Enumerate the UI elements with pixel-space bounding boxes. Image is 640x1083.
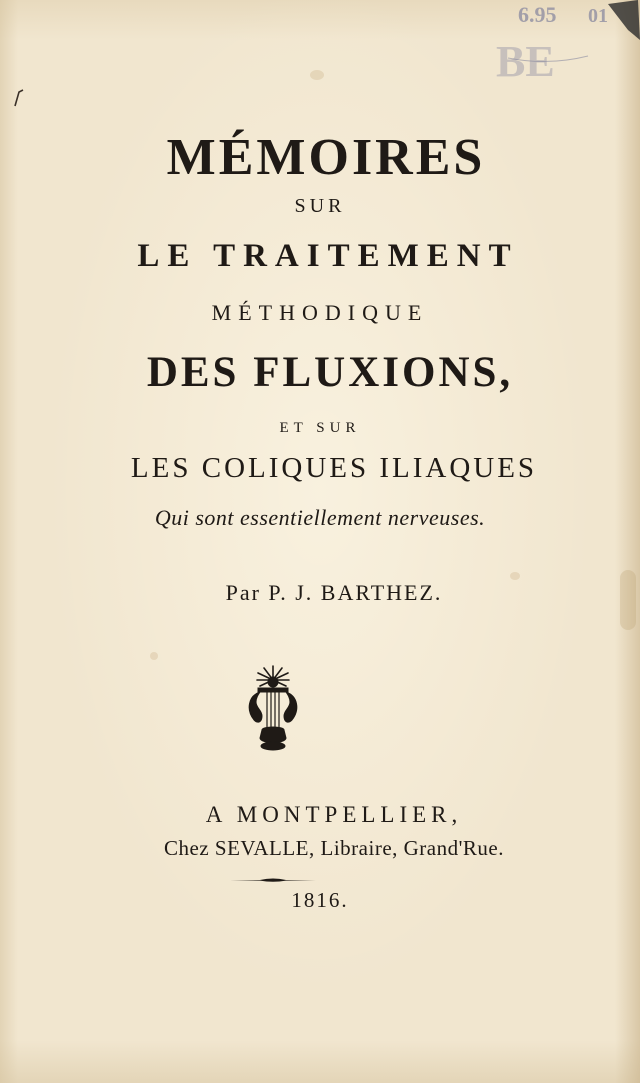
subtitle-methodique: MÉTHODIQUE <box>211 300 429 325</box>
subtitle-qui-sont: Qui sont essentiellement nerveuses. <box>154 505 486 530</box>
pencil-mark <box>12 88 26 108</box>
svg-text:6.95: 6.95 <box>518 2 557 27</box>
author-line: Par P. J. BARTHEZ. <box>225 580 443 605</box>
svg-text:BE: BE <box>496 37 555 86</box>
subtitle-le-traitement: LE TRAITEMENT <box>137 238 519 274</box>
paper-stain <box>510 572 520 580</box>
imprint-place: A MONTPELLIER, <box>205 802 463 827</box>
subtitle-sur: SUR <box>294 195 346 217</box>
imprint-publisher: Chez SEVALLE, Libraire, Grand'Rue. <box>164 836 504 860</box>
library-stamp <box>488 0 640 90</box>
svg-text:01: 01 <box>588 5 608 27</box>
subtitle-et-sur: ET SUR <box>279 420 361 436</box>
paper-stain <box>310 70 324 80</box>
subtitle-des-fluxions: DES FLUXIONS, <box>146 349 514 396</box>
paper-stain <box>150 652 158 660</box>
lyre-ornament-icon <box>240 662 306 752</box>
book-title: MÉMOIRES <box>166 129 486 186</box>
imprint-year: 1816. <box>291 888 349 912</box>
subtitle-les-coliques: LES COLIQUES ILIAQUES <box>130 452 538 484</box>
ornamental-rule <box>230 877 316 883</box>
